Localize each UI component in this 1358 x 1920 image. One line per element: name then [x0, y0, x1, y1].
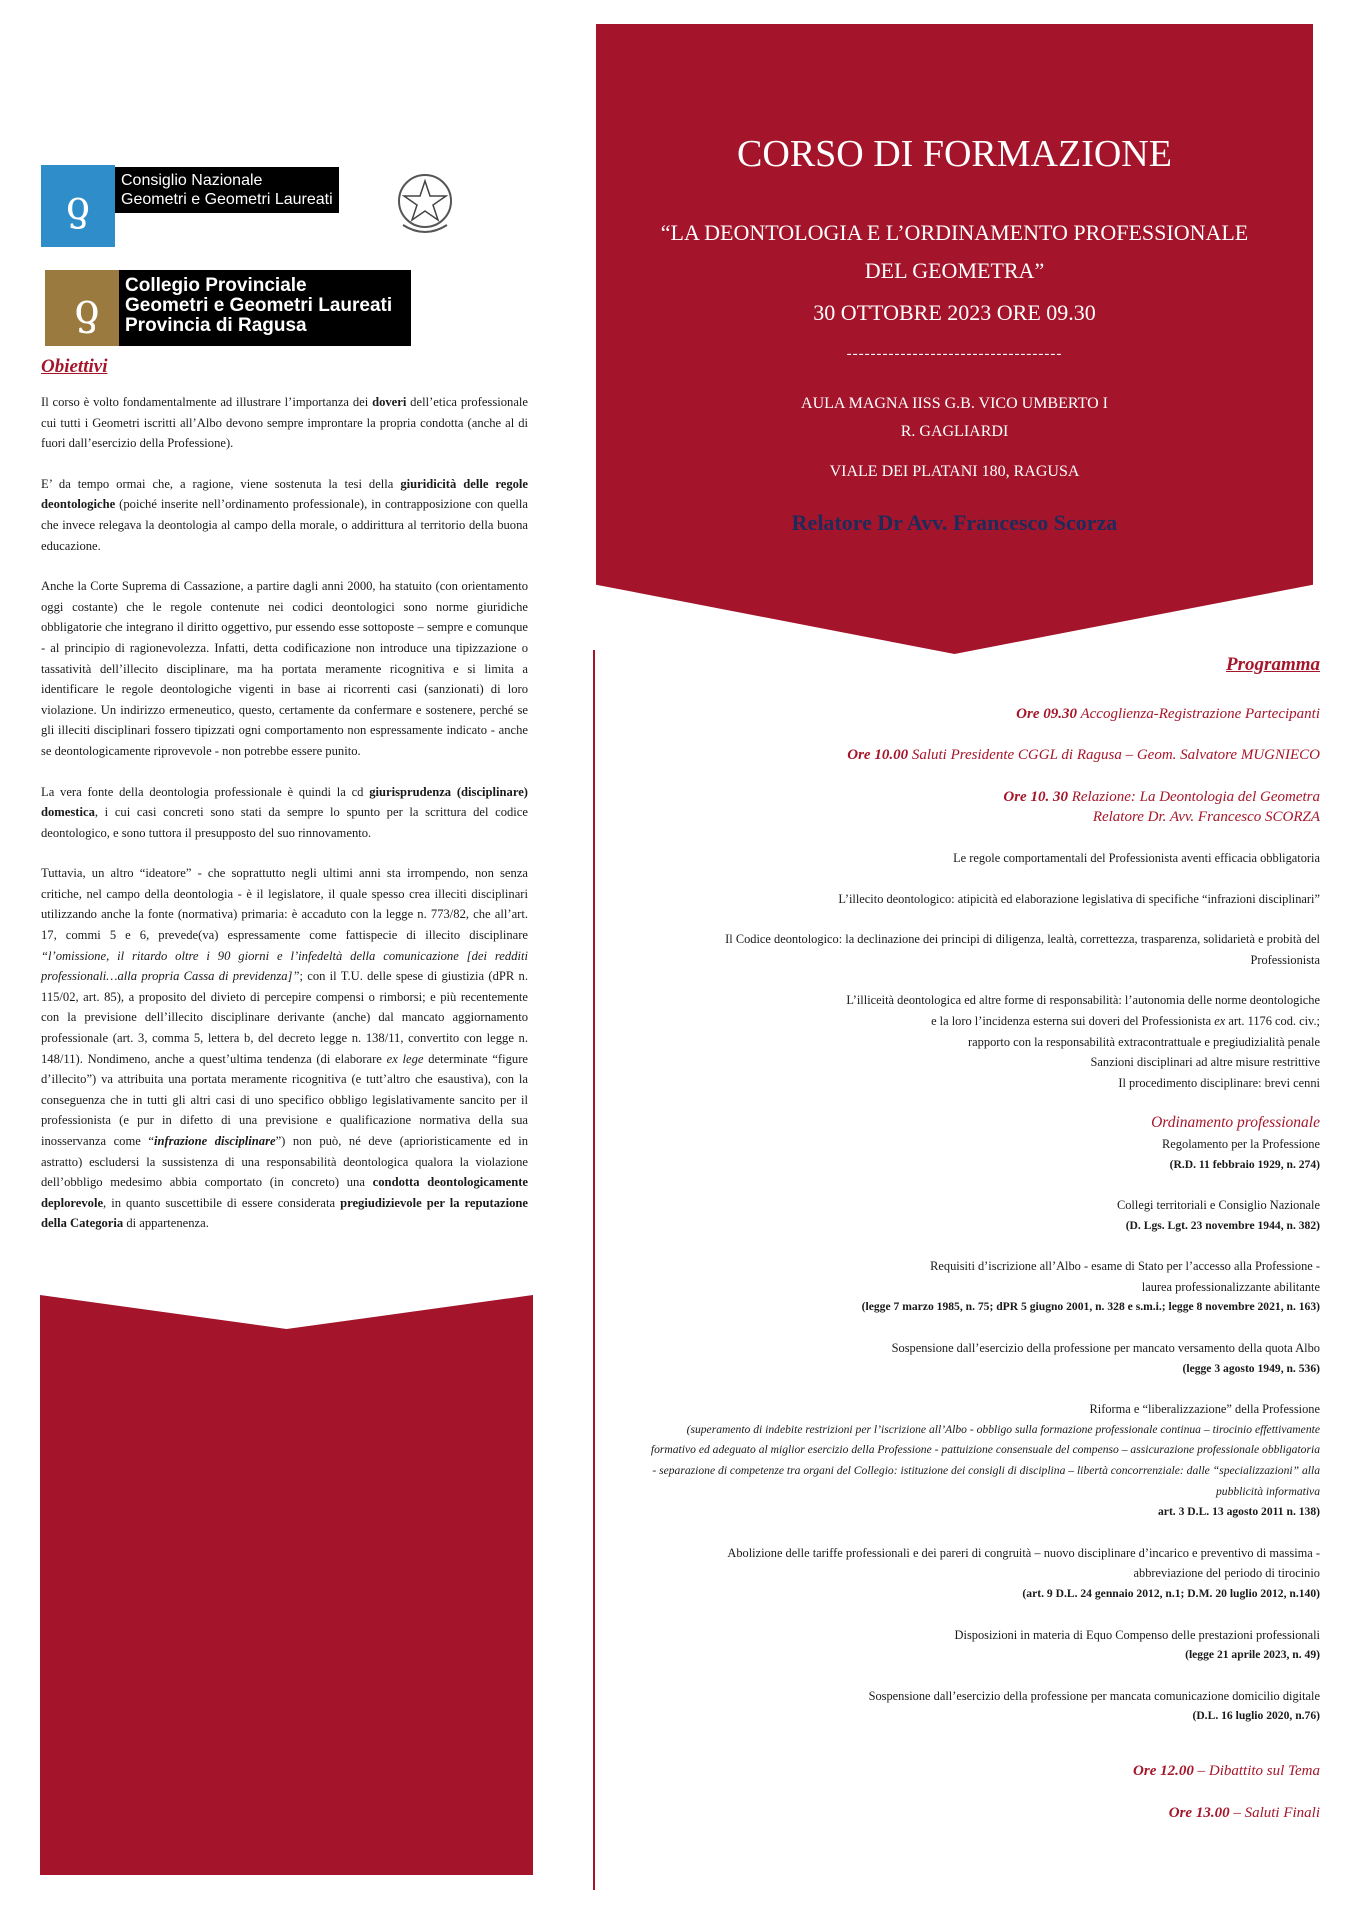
vertical-divider — [593, 650, 595, 1890]
cng-logo — [41, 165, 381, 229]
header-banner — [596, 24, 1313, 654]
italian-republic-emblem-icon — [395, 163, 455, 243]
venue: AULA MAGNA IISS G.B. VICO UMBERTO I R. GAGLIARDI — [801, 395, 1108, 440]
collegio-logo — [45, 270, 425, 346]
topic: L’illecito deontologico: atipicità ed elaborazione legislativa di specifiche “infrazioni disciplinari” — [838, 891, 1320, 906]
obiettivi-paragraph: Anche la Corte Suprema di Cassazione, a partire dagli anni 2000, ha statuito (con orientamento oggi costante) che le regole contenute nei codici deontologici sono norme giuridiche obbligatorie che integrano il diritto oggettivo, pur essendo esse sottoposte – sempre e comunque - al principio di ragionevolezza. Infatti, detta codificazione non introduce una tipizzazione o tassatività dell’illecito disciplinare, ma ha portata meramente ricognitiva e si limita a identificare le regole deontologiche vigenti in base ai ricorrenti casi (sanzionati) di loro violazione. Un indirizzo ermeneutico, questo, certamente da confermare e sostenere, perché se gli illeciti disciplinari fossero tipizzati ogni comportamento non espressamente indicato - anche se deontologicamente riprovevole - non potrebbe essere punito. — [41, 579, 528, 758]
schedule-item: Ore 09.30 Accoglienza-Registrazione Partecipanti — [1016, 705, 1320, 722]
law-item: Collegi territoriali e Consiglio Nazionale (D. Lgs. Lgt. 23 novembre 1944, n. 382) — [1116, 1198, 1320, 1232]
topic: Le regole comportamentali del Professionista aventi efficacia obbligatoria — [953, 850, 1320, 865]
course-date: 30 OTTOBRE 2023 ORE 09.30 — [813, 300, 1096, 325]
obiettivi-paragraph: Il corso è volto fondamentalmente ad illustrare l’importanza dei doveri dell’etica professionale cui tutti i Geometri iscritti all’Albo devono sempre improntare la propria condotta (anche al di fuori dall’esercizio della Professione). — [41, 395, 529, 451]
law-item: Sospensione dall’esercizio della professione per mancata comunicazione domicilio digitale (D.L. 16 luglio 2020, n.76) — [868, 1688, 1320, 1723]
law-item: Disposizioni in materia di Equo Compenso delle prestazioni professionali (legge 21 aprile 2023, n. 49) — [954, 1627, 1320, 1662]
schedule-item: Ore 10.00 Saluti Presidente CGGL di Ragusa – Geom. Salvatore MUGNIECO — [847, 747, 1320, 764]
obiettivi-heading: Obiettivi — [41, 356, 108, 377]
schedule-item: Ore 13.00 – Saluti Finali — [1168, 1804, 1320, 1821]
programma-heading: Programma — [1226, 654, 1320, 675]
left-decorative-panel — [40, 1295, 533, 1875]
law-item: Riforma e “liberalizzazione” della Professione (superamento di indebite restrizioni per l’iscrizione all’Albo - obbligo sulla formazione professionale continua – tirocinio effettivamente formativo ed adeguato al miglior esercizio della Professione - pattuizione consensuale del compenso – assicurazione professionale obbligatoria - separazione di competenze tra organi del Collegio: istituzione dei consigli di disciplina – libertà concorrenziale: dalle “specializzazioni” alla pubblicità informativa art. 3 D.L. 13 agosto 2011 n. 138) — [650, 1402, 1320, 1519]
obiettivi-paragraph: La vera fonte della deontologia professionale è quindi la cd giurisprudenza (disciplinare) domestica, i cui casi concreti sono stati da sempre lo spunto per la scrittura del codice deontologico, e sono tuttora il presupposto del suo rinnovamento. — [41, 784, 528, 840]
venue-address: VIALE DEI PLATANI 180, RAGUSA — [829, 463, 1080, 480]
course-subtitle: “LA DEONTOLOGIA E L’ORDINAMENTO PROFESSIONALE DEL GEOMETRA” — [660, 220, 1249, 283]
law-item: Requisiti d’iscrizione all’Albo - esame di Stato per l’accesso alla Professione - laurea professionalizzante abilitante (legge 7 marzo 1985, n. 75; dPR 5 giugno 2001, n. 328 e s.m.i.; legge 8 novembre 2021, n. 163) — [861, 1259, 1320, 1314]
topic: L’illiceità deontologica ed altre forme di responsabilità: l’autonomia delle norme deontologiche e la loro l’incidenza esterna sui doveri del Professionista ex art. 1176 cod. civ.; rapporto con la responsabilità extracontrattuale e pregiudizialità penale Sanzioni disciplinari ad altre misure restrittive Il procedimento disciplinare: brevi cenni — [846, 993, 1320, 1090]
collegio-logo-mark-icon: ƍ — [45, 270, 129, 346]
law-item: Sospensione dall’esercizio della professione per mancato versamento della quota Albo (legge 3 agosto 1949, n. 536) — [891, 1341, 1320, 1375]
obiettivi-paragraph: Tuttavia, un altro “ideatore” - che soprattutto negli ultimi anni sta irrompendo, non senza critiche, nel campo della deontologia - è il legislatore, il quale spesso crea illeciti disciplinari utilizzando anche la fonte (normativa) primaria: è accaduto con la legge n. 773/82, che all’art. 17, commi 5 e 6, prevede(va) espressamente come fattispecie di illecito disciplinare “l’omissione, il ritardo oltre i 90 giorni e l’infedeltà della comunicazione [dei redditi professionali…alla propria Cassa di previdenza]”; con il T.U. delle spese di giustizia (dPR n. 115/02, art. 85), a proposito del divieto di percepire compensi o rimborsi; e più recentemente con la previsione dell’illecito disciplinare derivante (anche) dal mancato aggiornamento professionale (art. 3, comma 5, lettera b, del decreto legge n. 138/11, convertito con legge n. 148/11). Nondimeno, anche a quest’ultima tendenza (di elaborare ex lege determinate “figure d’illecito”) va attribuita una portata meramente ricognitiva (e tutt’altro che esaustiva), con la conseguenza che in tutti gli altri casi di uno specifico obbligo legislativamente sancito per il professionista (e pur in difetto di una previsione e qualificazione normativa della sua inosservanza come “infrazione disciplinare”) non può, né deve (aprioristicamente ed in astratto) escludersi la sussistenza di una responsabilità deontologica qualora la violazione dell’obbligo medesimo abbia comportato (in concreto) una condotta deontologicamente deplorevole, in quanto suscettibile di essere considerata pregiudizievole per la reputazione della Categoria di appartenenza. — [41, 866, 529, 1231]
cng-logo-text: Consiglio Nazionale Geometri e Geometri Laureati — [115, 167, 339, 213]
law-item: Abolizione delle tariffe professionali e dei pareri di congruità – nuovo disciplinare d’incarico e preventivo di massima - abbreviazione del periodo di tirocinio (art. 9 D.L. 24 gennaio 2012, n.1; D.M. 20 luglio 2012, n.140) — [727, 1545, 1320, 1600]
obiettivi-body — [41, 392, 528, 1254]
divider: ------------------------------------ — [846, 346, 1063, 362]
obiettivi-paragraph: E’ da tempo ormai che, a ragione, viene sostenuta la tesi della giuridicità delle regole deontologiche (poiché inserite nell’ordinamento professionale), in contrapposizione con quella che invece relegava la deontologia al campo della morale, o addirittura al territorio della buona educazione. — [41, 476, 528, 553]
topic: Il Codice deontologico: la declinazione dei principi di diligenza, lealtà, correttezza, trasparenza, solidarietà e probità del Professionista — [725, 932, 1320, 967]
programma-section — [620, 655, 1320, 1844]
speaker: Relatore Dr Avv. Francesco Scorza — [791, 510, 1118, 535]
schedule-item: Ore 12.00 – Dibattito sul Tema — [1133, 1762, 1320, 1779]
schedule-item: Ore 10. 30 Relazione: La Deontologia del Geometra Relatore Dr. Avv. Francesco SCORZA — [1003, 788, 1320, 826]
ordinamento-heading: Ordinamento professionale — [1151, 1114, 1320, 1132]
law-item: Regolamento per la Professione (R.D. 11 febbraio 1929, n. 274) — [1162, 1136, 1320, 1171]
course-title: CORSO DI FORMAZIONE — [737, 133, 1172, 175]
collegio-logo-text: Collegio Provinciale Geometri e Geometri Laureati Provincia di Ragusa — [119, 270, 411, 346]
cng-logo-mark-icon: ƍ — [41, 165, 115, 247]
